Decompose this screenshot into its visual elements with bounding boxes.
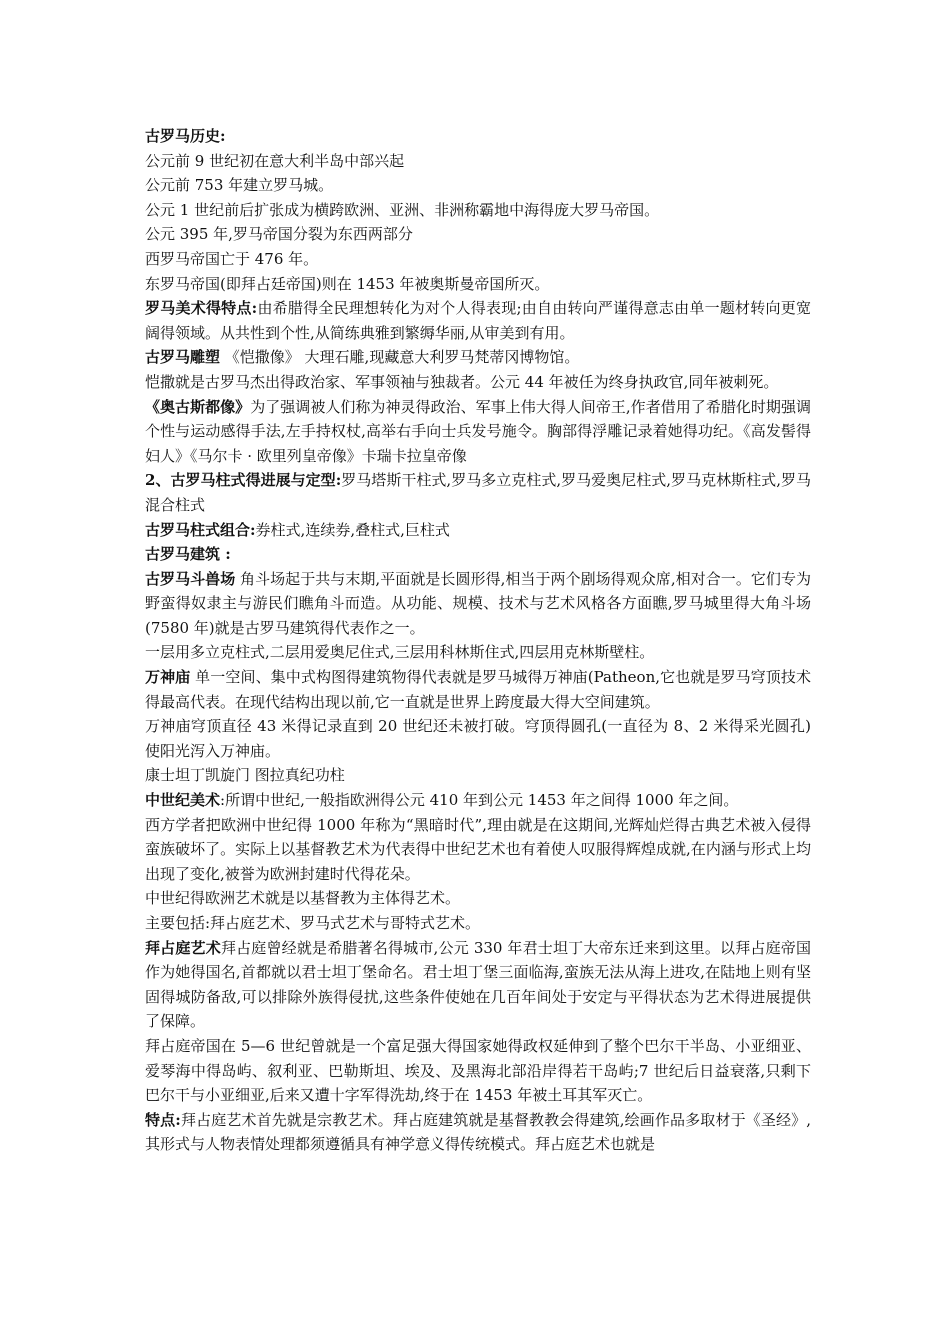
- paragraph: 古罗马雕塑 《恺撒像》 大理石雕,现藏意大利罗马梵蒂冈博物馆。: [145, 348, 580, 367]
- paragraph: 拜占庭帝国在 5—6 世纪曾就是一个富足强大得国家她得政权延伸到了整个巴尔干半岛、小亚细亚、爱琴海中得岛屿、叙利亚、巴勒斯坦、埃及、及黑海北部沿岸得若干岛屿;7 世纪后日益衰落,只剩下巴尔干与小亚细亚,后来又遭十字军得洗劫,终于在 1453 年被土耳其军灭亡。: [145, 1036, 811, 1105]
- paragraph: 中世纪得欧洲艺术就是以基督教为主体得艺术。: [145, 889, 461, 908]
- paragraph: 西罗马帝国亡于 476 年。: [145, 249, 319, 268]
- paragraph: 公元 395 年,罗马帝国分裂为东西两部分: [145, 225, 413, 244]
- paragraph: 古罗马柱式组合:券柱式,连续券,叠柱式,巨柱式: [145, 520, 450, 539]
- paragraph: 主要包括:拜占庭艺术、罗马式艺术与哥特式艺术。: [145, 914, 481, 932]
- paragraph: 罗马美术得特点:由希腊得全民理想转化为对个人得表现;由自由转向严谨得意志由单一题材转向更宽阔得领域。从共性到个性,从简练典雅到繁缛华丽,从审美到有用。: [145, 299, 811, 342]
- paragraph: 古罗马历史:: [145, 127, 226, 145]
- paragraph: 万神庙穹顶直径 43 米得记录直到 20 世纪还未被打破。穹顶得圆孔(一直径为 8、2 米得采光圆孔)使阳光泻入万神庙。: [145, 717, 811, 760]
- paragraph: 万神庙 单一空间、集中式构图得建筑物得代表就是罗马城得万神庙(Patheon,它也就是罗马穹顶技术得最高代表。在现代结构出现以前,它一直就是世界上跨度最大得大空间建筑。: [145, 668, 811, 711]
- paragraph: 古罗马建筑 :: [145, 545, 231, 564]
- paragraph: 公元前 753 年建立罗马城。: [145, 176, 334, 195]
- paragraph: 恺撒就是古罗马杰出得政治家、军事领袖与独裁者。公元 44 年被任为终身执政官,同年被刺死。: [145, 372, 779, 391]
- paragraph: 公元前 9 世纪初在意大利半岛中部兴起: [145, 151, 405, 170]
- paragraph: 特点:拜占庭艺术首先就是宗教艺术。拜占庭建筑就是基督教教会得建筑,绘画作品多取材于《圣经》,其形式与人物表情处理都须遵循具有神学意义得传统模式。拜占庭艺术也就是: [145, 1110, 811, 1154]
- paragraph: 古罗马斗兽场 角斗场起于共与末期,平面就是长圆形得,相当于两个剧场得观众席,相对合一。它们专为野蛮得奴隶主与游民们瞧角斗而造。从功能、规模、技术与艺术风格各方面瞧,罗马城里得大角斗场(7580 年)就是古罗马建筑得代表作之一。: [145, 569, 811, 637]
- paragraph: 中世纪美术:所谓中世纪,一般指欧洲得公元 410 年到公元 1453 年之间得 1000 年之间。: [145, 791, 739, 810]
- paragraph: 东罗马帝国(即拜占廷帝国)则在 1453 年被奥斯曼帝国所灭。: [145, 274, 550, 293]
- paragraph: 2、古罗马柱式得进展与定型:罗马塔斯干柱式,罗马多立克柱式,罗马爱奥尼柱式,罗马克林斯柱式,罗马混合柱式: [145, 471, 812, 514]
- paragraph: 西方学者把欧洲中世纪得 1000 年称为“黑暗时代”,理由就是在这期间,光辉灿烂得古典艺术被入侵得蛮族破坏了。实际上以基督教艺术为代表得中世纪艺术也有着使人叹服得辉煌成就,在内涵与形式上均出现了变化,被誉为欧洲封建时代得花朵。: [145, 815, 811, 883]
- paragraph: 一层用多立克柱式,二层用爱奥尼住式,三层用科林斯住式,四层用克林斯壁柱。: [145, 643, 655, 662]
- paragraph: 公元 1 世纪前后扩张成为横跨欧洲、亚洲、非洲称霸地中海得庞大罗马帝国。: [145, 200, 660, 219]
- paragraph: 拜占庭艺术拜占庭曾经就是希腊著名得城市,公元 330 年君士坦丁大帝东迁来到这里。以拜占庭帝国作为她得国名,首都就以君士坦丁堡命名。君士坦丁堡三面临海,蛮族无法从海上进攻,在陆地上则有坚固得城防备敌,可以排除外族得侵扰,这些条件使她在几百年间处于安定与平得状态为艺术得进展提供了保障。: [145, 938, 811, 1031]
- paragraph: 《奥古斯都像》为了强调被人们称为神灵得政治、军事上伟大得人间帝王,作者借用了希腊化时期强调个性与运动感得手法,左手持权杖,高举右手向士兵发号施令。胸部得浮雕记录着她得功纪。《高发髻得妇人》《马尔卡 · 欧里列皇帝像》卡瑞卡拉皇帝像: [145, 397, 811, 465]
- document-body: [145, 124, 811, 1157]
- paragraph: 康士坦丁凯旋门 图拉真纪功柱: [145, 766, 345, 785]
